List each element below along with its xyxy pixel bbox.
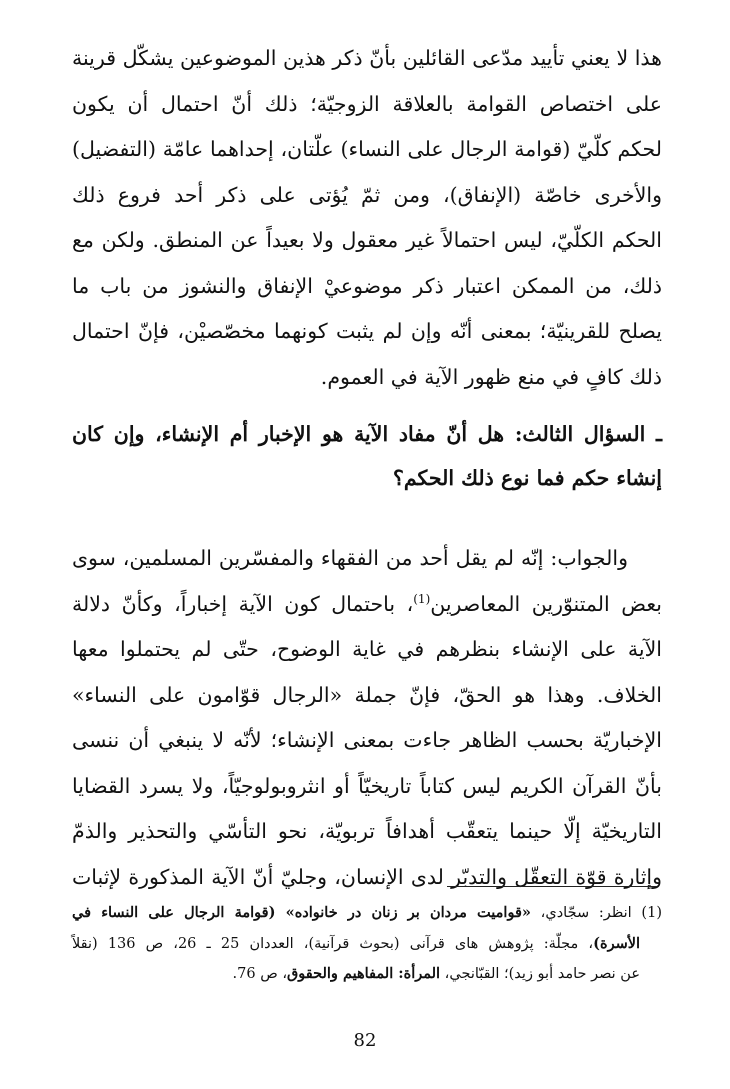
text-line	[72, 582, 662, 628]
footnote-divider	[447, 886, 657, 887]
text-line: بأنّ القرآن الكريم ليس كتاباً تاريخيّاً أو انثروبولوجيّاً، ولا يسرد القضايا	[72, 773, 662, 798]
text-line: الآية على الإنشاء بنظرهم في غاية الوضوح، حتّى لم يحتملوا معها	[72, 637, 662, 661]
paragraph-continuation	[72, 36, 662, 400]
footnote-marker: (1)	[641, 905, 662, 921]
footnote-block	[72, 898, 662, 990]
footnote-title: «قواميت مردان بر زنان در خانواده» (قوامة الرجال على النساء في	[72, 904, 531, 921]
footnote-text: ، ص 76.	[232, 966, 288, 982]
text-line: ذلك، من الممكن اعتبار ذكر موضوعيْ الإنفاق والنشوز من باب ما	[72, 273, 662, 298]
text-line: الحكم الكلّيّ، ليس احتمالاً غير معقول ولا بعيداً عن المنطق. ولكن مع	[72, 228, 662, 252]
text-segment: بعض المتنوّرين المعاصرين	[430, 591, 662, 616]
page-number: 82	[353, 1030, 377, 1051]
text-line: هذا لا يعني تأييد مدّعى القائلين بأنّ ذكر هذين الموضوعين يشكّل قرينة	[72, 46, 662, 70]
question-line: إنشاء حكم فما نوع ذلك الحكم؟	[393, 466, 662, 490]
text-line: والجواب: إنّه لم يقل أحد من الفقهاء والمفسّرين المسلمين، سوى	[72, 546, 628, 570]
question-heading	[72, 412, 662, 500]
footnote-line	[72, 898, 662, 929]
footnote-title: المرأة: المفاهيم والحقوق	[287, 965, 441, 982]
text-line: والأخرى خاصّة (الإنفاق)، ومن ثمّ يُؤتى على ذكر أحد فروع ذلك	[72, 182, 662, 207]
footnote-text: عن نصر حامد أبو زيد)؛ القبّانجي،	[440, 966, 640, 982]
text-segment: ، باحتمال كون الآية إخباراً، وكأنّ دلالة	[72, 591, 414, 616]
question-line: ـ السؤال الثالث: هل أنّ مفاد الآية هو الإخبار أم الإنشاء، وإن كان	[72, 422, 662, 446]
footnote-reference[interactable]: (1)	[413, 591, 431, 606]
text-line: يصلح للقرينيّة؛ بمعنى أنّه وإن لم يثبت كونهما مخصّصيْن، فإنّ احتمال	[72, 319, 662, 343]
text-line: التاريخيّة إلّا حينما يتعقّب أهدافاً تربويّة، نحو التأسّي والتحذير والذمّ	[72, 819, 662, 843]
footnote-text: انظر: سجّادي،	[530, 905, 632, 921]
text-line: ذلك كافٍ في منع ظهور الآية في العموم.	[320, 364, 662, 389]
footnote-text: ، مجلّة: پژوهش هاى قرآنى (بحوث قرآنية)، العددان 25 ـ 26، ص 136 (نقلاً	[72, 935, 594, 952]
footnote-title: الأسرة)	[593, 934, 641, 952]
answer-paragraph	[72, 536, 662, 900]
footnote-line	[72, 929, 662, 960]
text-line: لحكم كلّيّ (قوامة الرجال على النساء) علّتان، إحداهما عامّة (التفضيل)	[72, 137, 662, 161]
text-line: وإثارة قوّة التعقّل والتدبّر لدى الإنسان، وجليّ أنّ الآية المذكورة لإثبات	[72, 864, 662, 889]
text-line: على اختصاص القوامة بالعلاقة الزوجيّة؛ ذلك أنّ احتمال أن يكون	[72, 91, 662, 116]
text-line: الخلاف. وهذا هو الحقّ، فإنّ جملة «الرجال قوّامون على النساء»	[72, 682, 662, 707]
footnote-line	[72, 959, 662, 990]
text-line: الإخباريّة بحسب الظاهر جاءت بمعنى الإنشاء؛ لأنّه لا ينبغي أن ننسى	[72, 728, 662, 752]
